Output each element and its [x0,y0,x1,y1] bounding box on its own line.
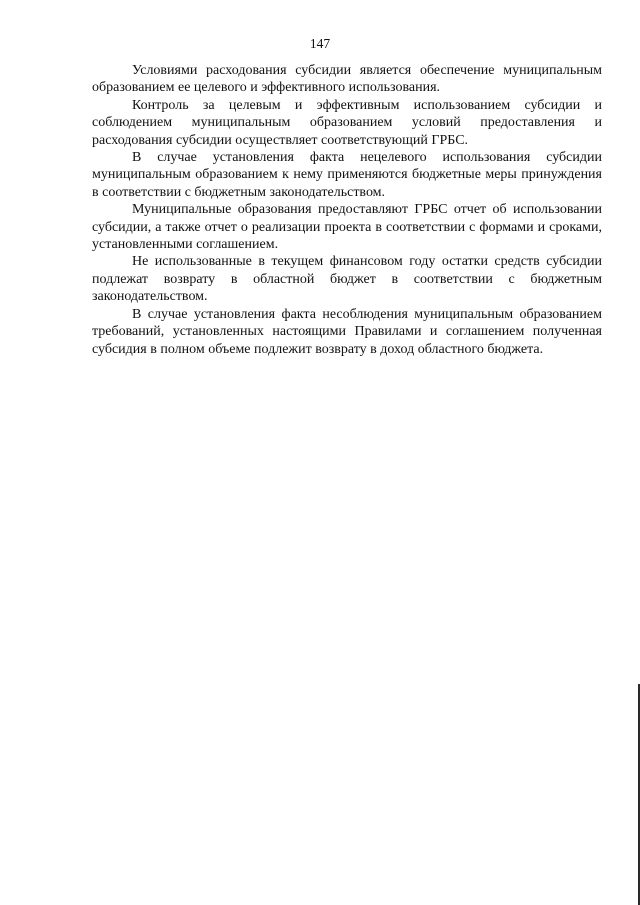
paragraph-reporting: Муниципальные образования предоставляют ГРБС отчет об использовании субсидии, а также отчет о реализации проекта в соответствии с формами и сроками, установленными соглашением. [92,202,602,253]
paragraph-misuse-measures: В случае установления факта нецелевого использования субсидии муниципальным образованием к нему применяются бюджетные меры принуждения в соответствии с бюджетным законодательством. [92,150,602,200]
paragraph-unused-balances: Не использованные в текущем финансовом году остатки средств субсидии подлежат возврату в областной бюджет в соответствии с бюджетным законодательством. [92,254,602,305]
paragraph-control: Контроль за целевым и эффективным использованием субсидии и соблюдением муниципальным образованием условий предоставления и расходования субсидии осуществляет соответствующий ГРБС. [92,97,602,148]
document-body [92,62,602,358]
page-number: 147 [309,36,331,51]
paragraph-noncompliance-return: В случае установления факта несоблюдения муниципальным образованием требований, установленных настоящими Правилами и соглашением полученная субсидия в полном объеме подлежит возврату в доход областного бюджета. [92,306,602,357]
paragraph-spending-conditions: Условиями расходования субсидии является обеспечение муниципальным образованием ее целевого и эффективного использования. [92,63,602,96]
